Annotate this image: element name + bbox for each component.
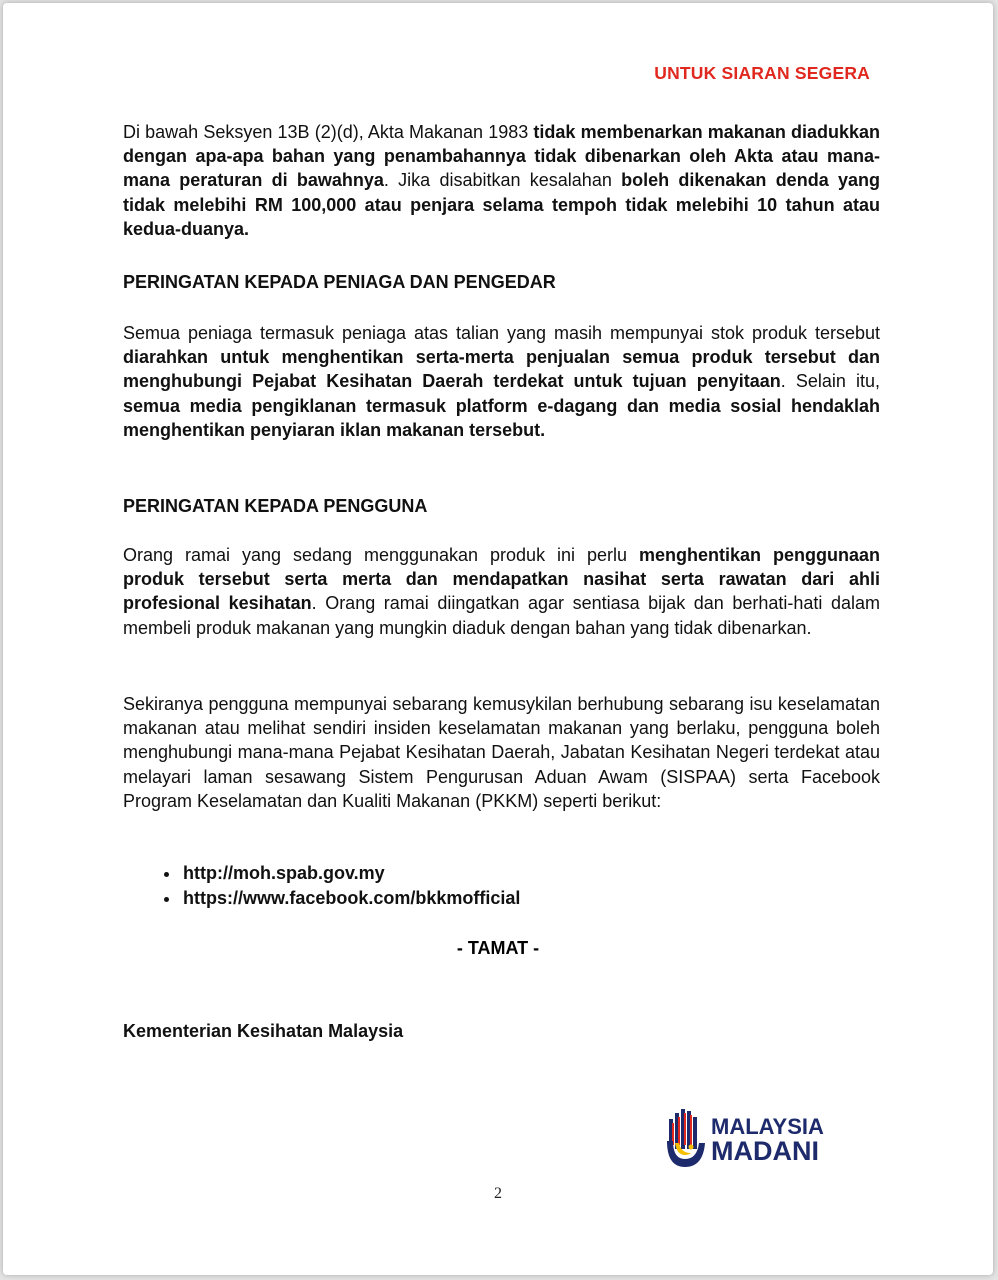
paragraph-contact: Sekiranya pengguna mempunyai sebarang kemusykilan berhubung sebarang isu keselamatan makanan atau melihat sendiri insiden keselamatan makanan yang berlaku, pengguna boleh menghubungi mana-mana Pejabat Kesihatan Daerah, Jabatan Kesihatan Negeri terdekat atau melayari laman sesawang Sistem Pengurusan Aduan Awam (SISPAA) serta Facebook Program Keselamatan dan Kualiti Makanan (PKKM) seperti berikut:	[123, 694, 880, 811]
paragraph-traders: Semua peniaga termasuk peniaga atas talian yang masih mempunyai stok produk tersebut diarahkan untuk menghentikan serta-merta penjualan semua produk tersebut dan menghubungi Pejabat Kesihatan Daerah terdekat untuk tujuan penyitaan. Selain itu, semua media pengiklanan termasuk platform e-dagang dan media sosial hendaklah menghentikan penyiaran iklan makanan tersebut.	[123, 323, 881, 440]
section-contact-paragraph	[123, 692, 880, 813]
svg-text:MADANI: MADANI	[711, 1136, 819, 1166]
heading-consumers-warning: PERINGATAN KEPADA PENGGUNA	[123, 496, 428, 516]
links-list-block	[123, 861, 880, 911]
paragraph-legal: Di bawah Seksyen 13B (2)(d), Akta Makanan 1983 tidak membenarkan makanan diadukkan dengan apa-apa bahan yang penambahannya tidak dibenarkan oleh Akta atau mana-mana peraturan di bawahnya. Jika disabitkan kesalahan boleh dikenakan denda yang tidak melebihi RM 100,000 atau penjara selama tempoh tidak melebihi 10 tahun atau kedua-duanya.	[123, 122, 880, 239]
madani-emblem-icon	[663, 1103, 843, 1173]
section-consumers-paragraph	[123, 543, 880, 640]
heading-consumers-warning-block	[123, 494, 880, 518]
document-page	[3, 3, 993, 1275]
link-facebook[interactable]: • https://www.facebook.com/bkkmofficial	[181, 886, 880, 911]
svg-text:MALAYSIA: MALAYSIA	[711, 1114, 824, 1139]
links-list	[123, 861, 880, 911]
release-tag: UNTUK SIARAN SEGERA	[654, 63, 870, 83]
end-mark: - TAMAT -	[456, 938, 540, 958]
section-legal-paragraph	[123, 120, 880, 241]
heading-traders-warning: PERINGATAN KEPADA PENIAGA DAN PENGEDAR	[123, 272, 556, 292]
ministry-name: Kementerian Kesihatan Malaysia	[123, 1021, 404, 1041]
paragraph-consumers: Orang ramai yang sedang menggunakan produk ini perlu menghentikan penggunaan produk tersebut serta merta dan mendapatkan nasihat serta rawatan dari ahli profesional kesihatan. Orang ramai diingatkan agar sentiasa bijak dan berhati-hati dalam membeli produk makanan yang mungkin diaduk dengan bahan yang tidak dibenarkan.	[123, 545, 880, 638]
malaysia-madani-logo	[663, 1103, 843, 1173]
section-traders-paragraph	[123, 321, 880, 442]
page-number: 2	[494, 1185, 502, 1202]
heading-traders-warning-block	[123, 270, 880, 294]
link-spab[interactable]: • http://moh.spab.gov.my	[181, 861, 880, 886]
